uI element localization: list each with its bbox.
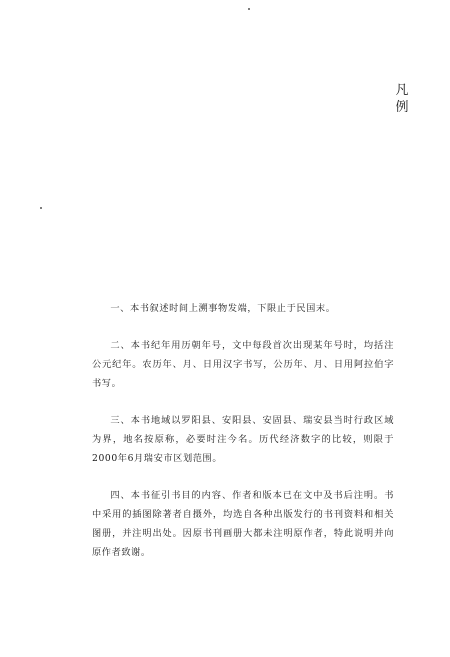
- guideline-item-4: 四、本书征引书目的内容、作者和版本已在文中及书后注明。书中采用的插图除著者自摄外，均选自各种出版发行的书刊资料和相关图册，并注明出处。因原书刊画册大都未注明原作者，特此说明并向原作者致谢。: [92, 490, 394, 558]
- print-speck: [40, 207, 42, 209]
- guideline-item-3: 三、本书地域以罗阳县、安阳县、安固县、瑞安县当时行政区域为界，地名按原称，必要时注今名。历代经济数字的比较，则限于2000年6月瑞安市区划范围。: [92, 415, 394, 464]
- print-speck: [248, 8, 250, 10]
- guidelines-body: [92, 299, 394, 580]
- guideline-item-2: 二、本书纪年用历朝年号，文中每段首次出现某年号时，均括注公元纪年。农历年、月、日用汉字书写，公历年、月、日用阿拉伯字书写。: [92, 340, 394, 389]
- guideline-item-1: 一、本书叙述时间上溯事物发端，下限止于民国末。: [110, 303, 336, 314]
- page-title: 凡例: [395, 83, 409, 115]
